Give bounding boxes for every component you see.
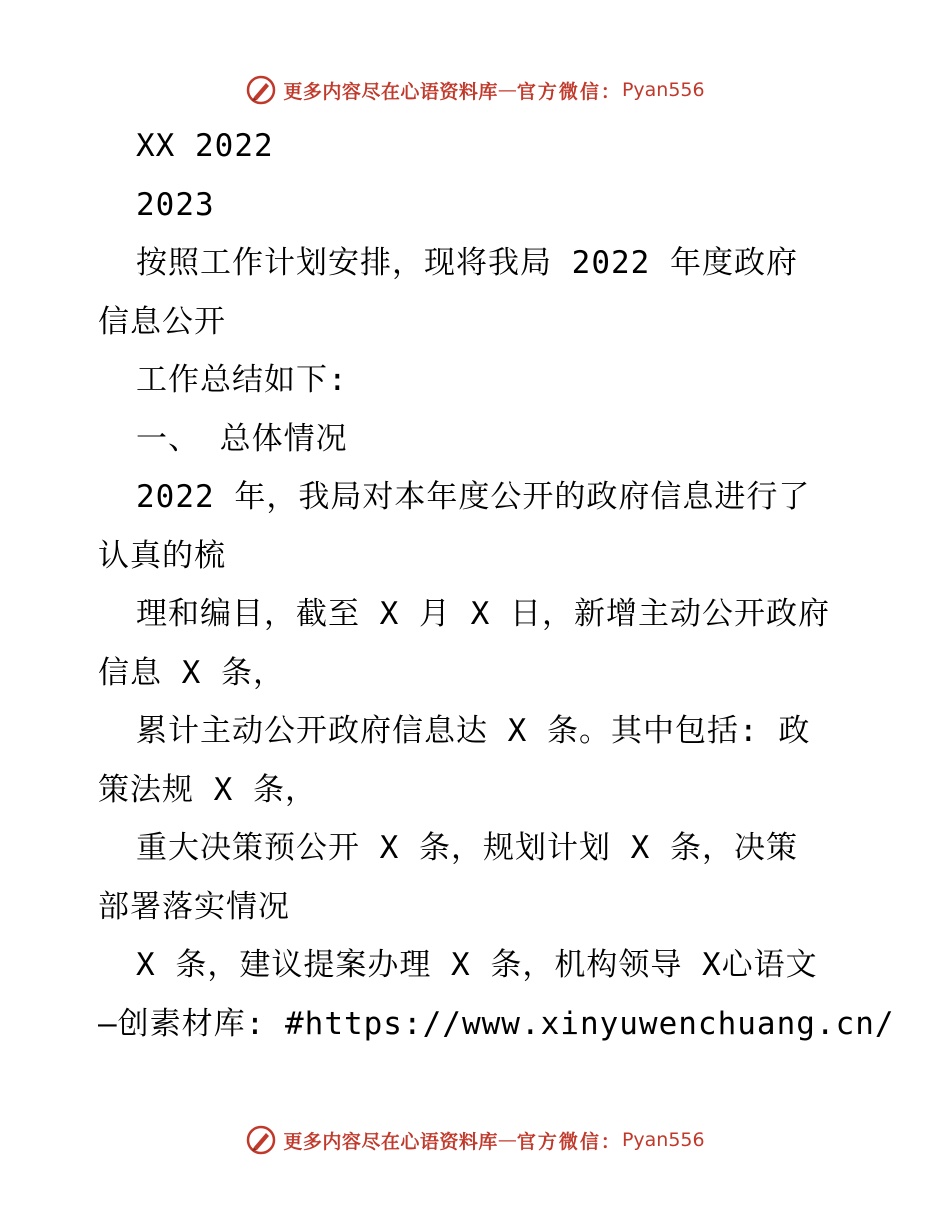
document-line: 2023: [136, 186, 215, 223]
pen-logo-icon: [245, 1124, 277, 1156]
document-line: 累计主动公开政府信息达 X 条。其中包括: 政: [136, 713, 811, 749]
document-line: 策法规 X 条，: [98, 771, 317, 808]
pen-logo-icon: [245, 74, 277, 106]
document-line: 工作总结如下:: [136, 362, 348, 398]
header-banner: [0, 70, 950, 110]
header-separator: —: [497, 79, 517, 101]
document-line: 按照工作计划安排，现将我局 2022 年度政府: [136, 245, 798, 281]
document-line: 信息公开: [98, 303, 226, 340]
footer-banner: [0, 1120, 950, 1160]
header-wechat-id: Pyan556: [621, 79, 705, 101]
document-line: —创素材库: #https://www.xinyuwenchuang.cn/: [98, 1005, 895, 1042]
document-line: 2022 年，我局对本年度公开的政府信息进行了: [136, 479, 811, 515]
header-site-text: 更多内容尽在心语资料库: [283, 80, 498, 103]
document-line: 一、 总体情况: [136, 420, 348, 457]
document-line: 部署落实情况: [98, 888, 290, 925]
footer-wechat-label: 官方微信：: [516, 1130, 622, 1153]
document-line: X 条，建议提案办理 X 条，机构领导 X心语文: [136, 947, 818, 983]
document-line: 认真的梳: [98, 537, 226, 574]
document-line: 重大决策预公开 X 条，规划计划 X 条，决策: [136, 830, 798, 866]
footer-separator: —: [497, 1129, 517, 1151]
document-body: [98, 117, 895, 1053]
footer-wechat-id: Pyan556: [621, 1129, 705, 1151]
document-line: 信息 X 条，: [98, 654, 285, 691]
header-wechat-label: 官方微信：: [516, 80, 622, 103]
document-line: 理和编目，截至 X 月 X 日，新增主动公开政府: [136, 596, 830, 632]
footer-site-text: 更多内容尽在心语资料库: [283, 1130, 498, 1153]
document-line: XX 2022: [136, 128, 274, 164]
